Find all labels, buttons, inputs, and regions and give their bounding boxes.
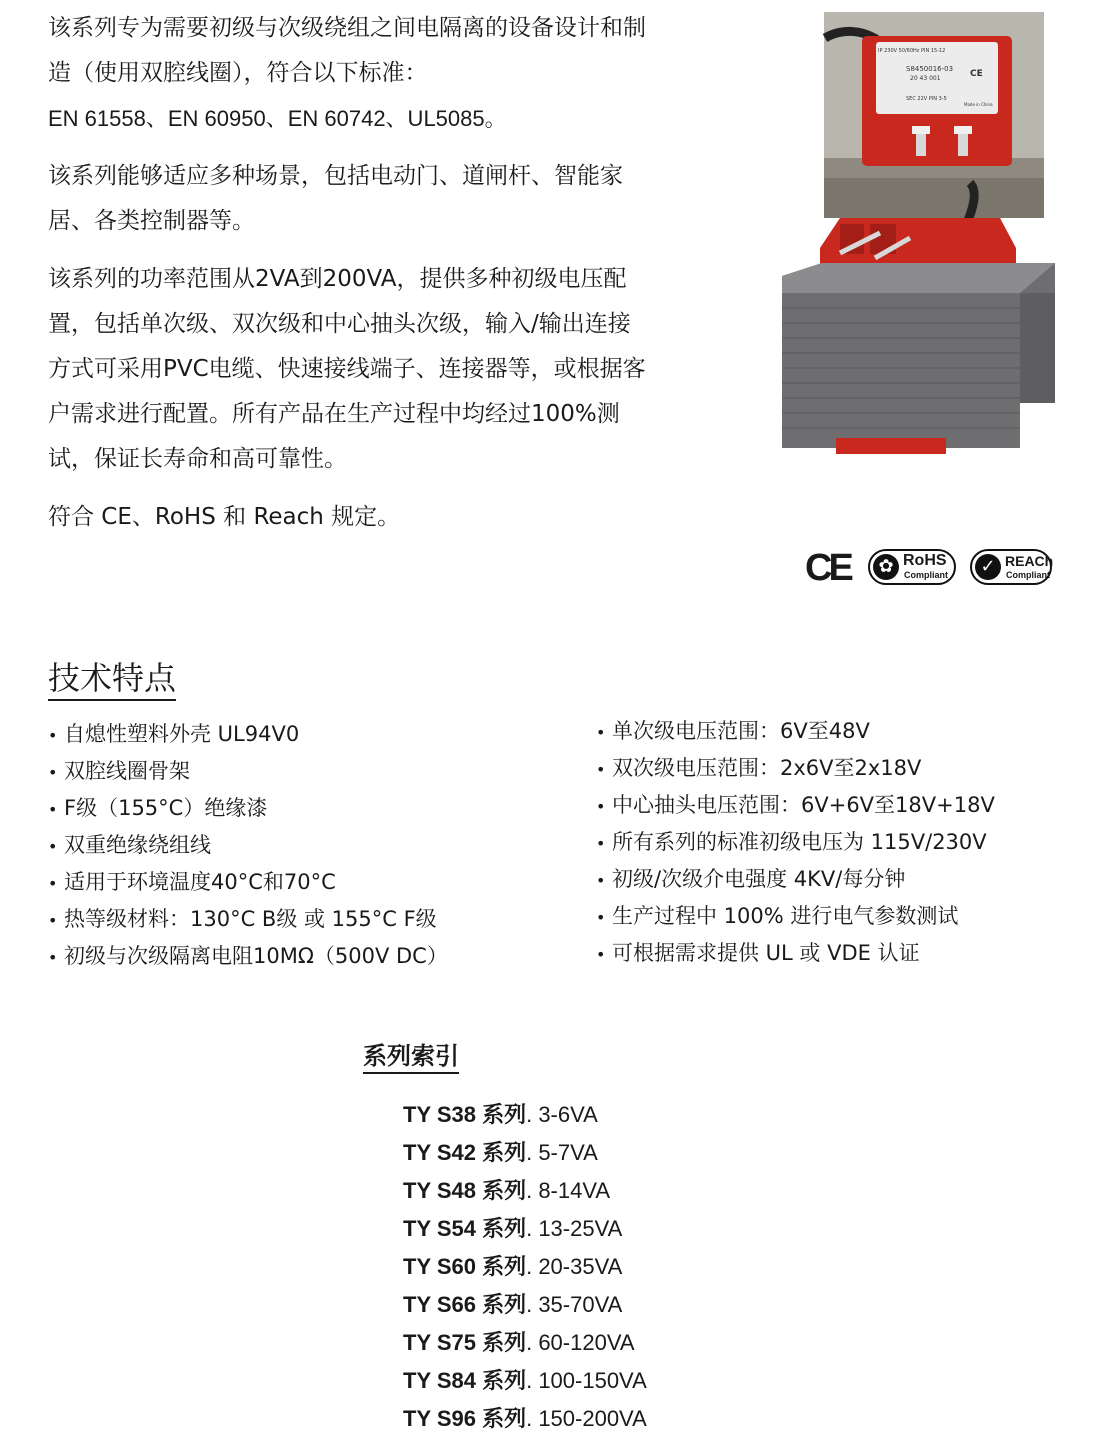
feature-item: • 初级与次级隔离电阻10MΩ（500V DC） (48, 938, 588, 975)
series-name: TY S66 系列 (403, 1292, 527, 1317)
transformer-photo (780, 8, 1060, 458)
rohs-title: RoHS (903, 552, 947, 569)
label-line5: Made in China (964, 102, 993, 107)
series-name: TY S84 系列 (403, 1368, 527, 1393)
series-row (403, 1286, 647, 1324)
intro-p1-standards: EN 61558、EN 60950、EN 60742、UL5085。 (48, 106, 507, 131)
intro-p2-line2: 居、各类控制器等。 (48, 208, 255, 234)
series-row (403, 1324, 647, 1362)
feature-item: • 中心抽头电压范围：6V+6V至18V+18V (596, 787, 1096, 824)
series-name: TY S96 系列 (403, 1406, 527, 1431)
series-name: TY S60 系列 (403, 1254, 527, 1279)
series-range: . 100-150VA (526, 1368, 647, 1393)
feature-item: • 双次级电压范围：2x6V至2x18V (596, 750, 1096, 787)
intro-p3-line2: 置，包括单次级、双次级和中心抽头次级，输入/输出连接 (48, 311, 631, 337)
feature-item: • 适用于环境温度40°C和70°C (48, 864, 588, 901)
series-range: . 13-25VA (526, 1216, 623, 1241)
intro-p4-compliance: 符合 CE、RoHS 和 Reach 规定。 (48, 504, 401, 530)
series-row (403, 1248, 647, 1286)
ce-mark: CE (805, 547, 850, 589)
series-range: . 8-14VA (526, 1178, 611, 1203)
series-range: . 5-7VA (526, 1140, 598, 1165)
intro-text (48, 6, 728, 540)
certification-badges (800, 546, 1060, 590)
reach-badge (970, 549, 1052, 585)
series-row (403, 1400, 647, 1438)
series-range: . 35-70VA (526, 1292, 623, 1317)
rohs-badge (868, 549, 956, 585)
series-name: TY S38 系列 (403, 1102, 527, 1127)
intro-p3-line1: 该系列的功率范围从2VA到200VA，提供多种初级电压配 (48, 266, 627, 292)
features-heading: 技术特点 (48, 658, 176, 701)
series-row (403, 1172, 647, 1210)
feature-item: • 自熄性塑料外壳 UL94V0 (48, 716, 588, 753)
series-index-heading: 系列索引 (363, 1040, 459, 1074)
series-name: TY S75 系列 (403, 1330, 527, 1355)
series-range: . 60-120VA (526, 1330, 635, 1355)
feature-item: • 双重绝缘绕组线 (48, 827, 588, 864)
series-range: . 20-35VA (526, 1254, 623, 1279)
label-line4: SEC 22V PIN 3-5 (906, 96, 947, 102)
feature-item: • 可根据需求提供 UL 或 VDE 认证 (596, 935, 1096, 972)
series-row (403, 1096, 647, 1134)
label-ce: CE (970, 69, 983, 79)
feature-item: • F级（155°C）绝缘漆 (48, 790, 588, 827)
features-right-list (596, 713, 1096, 972)
feature-item: • 初级/次级介电强度 4KV/每分钟 (596, 861, 1096, 898)
reach-sub: Compliant (1006, 570, 1050, 580)
reach-title: REACh (1005, 553, 1054, 569)
series-range: . 3-6VA (526, 1102, 598, 1127)
rohs-sub: Compliant (904, 570, 948, 580)
series-row (403, 1134, 647, 1172)
intro-p3-line3: 方式可采用PVC电缆、快速接线端子、连接器等，或根据客 (48, 356, 646, 382)
intro-p3-line5: 试，保证长寿命和高可靠性。 (48, 446, 347, 472)
series-index-list (403, 1096, 647, 1438)
intro-p3-line4: 户需求进行配置。所有产品在生产过程中均经过100%测 (48, 401, 620, 427)
series-row (403, 1362, 647, 1400)
series-name: TY S54 系列 (403, 1216, 527, 1241)
label-line1: IP 230V 50/60Hz PIN 15-12 (878, 48, 946, 54)
series-name: TY S42 系列 (403, 1140, 527, 1165)
label-line2: S8450016-03 (906, 65, 954, 73)
feature-item: • 生产过程中 100% 进行电气参数测试 (596, 898, 1096, 935)
intro-p1-line1: 该系列专为需要初级与次级绕组之间电隔离的设备设计和制 (48, 15, 646, 41)
leaf-icon: ✿ (873, 554, 899, 580)
feature-item: • 双腔线圈骨架 (48, 753, 588, 790)
feature-item: • 单次级电压范围：6V至48V (596, 713, 1096, 750)
checkmark-icon: ✓ (975, 554, 1001, 580)
intro-p1-line2: 造（使用双腔线圈），符合以下标准： (48, 60, 428, 86)
series-range: . 150-200VA (526, 1406, 647, 1431)
features-left-list (48, 716, 588, 975)
intro-p2-line1: 该系列能够适应多种场景，包括电动门、道闸杆、智能家 (48, 163, 623, 189)
feature-item: • 热等级材料：130°C B级 或 155°C F级 (48, 901, 588, 938)
series-name: TY S48 系列 (403, 1178, 527, 1203)
series-row (403, 1210, 647, 1248)
feature-item: • 所有系列的标准初级电压为 115V/230V (596, 824, 1096, 861)
label-line3: 20 43 001 (910, 75, 941, 82)
